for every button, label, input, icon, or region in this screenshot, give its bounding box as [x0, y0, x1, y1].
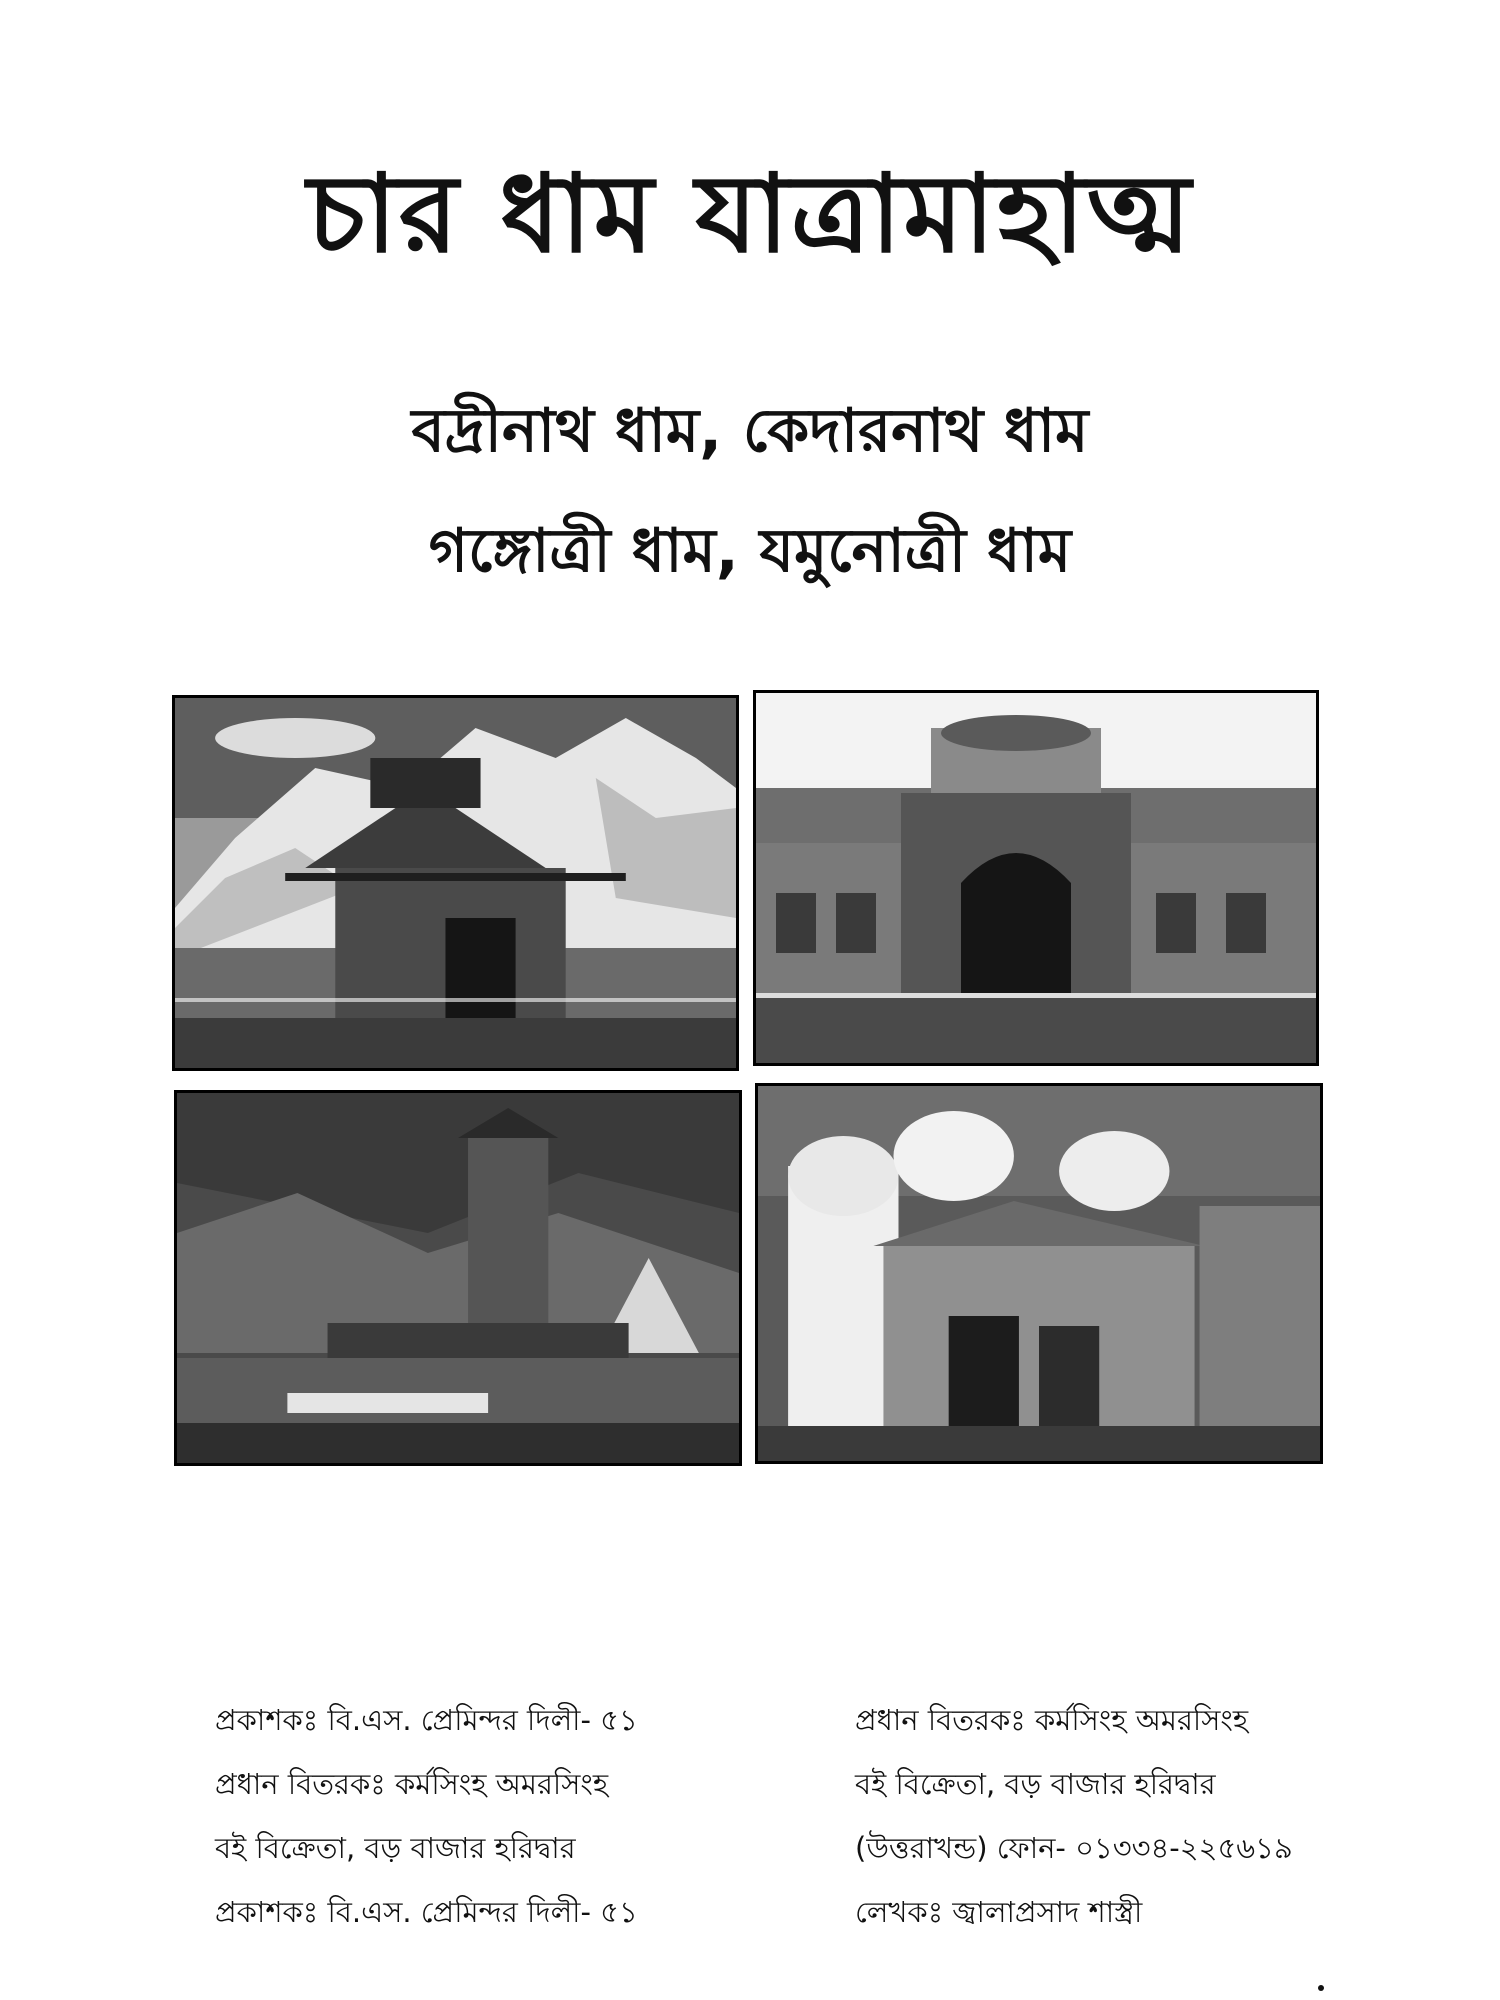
subtitle-line-1: বদ্রীনাথ ধাম, কেদারনাথ ধাম: [411, 396, 1089, 466]
print-speck: [1318, 1985, 1324, 1991]
imprint-line: (উত্তরাখন্ড) ফোন- ০১৩৩৪-২২৫৬১৯: [855, 1831, 1293, 1865]
imprint-left-column: [215, 1688, 638, 1944]
imprint-line: লেখকঃ জ্বালাপ্রসাদ শাস্ত্রী: [855, 1895, 1143, 1929]
page-title: চার ধাম যাত্রামাহাত্ম: [307, 152, 1193, 277]
imprint-line: প্রকাশকঃ বি.এস. প্রেমিন্দর দিলী- ৫১: [215, 1703, 638, 1737]
imprint-line: প্রধান বিতরকঃ কর্মসিংহ অমরসিংহ: [215, 1767, 609, 1801]
badrinath-temple-photo: [753, 690, 1319, 1066]
subtitle-line-2: গঙ্গোত্রী ধাম, যমুনোত্রী ধাম: [428, 516, 1072, 586]
imprint-line: বই বিক্রেতা, বড় বাজার হরিদ্বার: [215, 1831, 576, 1865]
imprint-line: প্রকাশকঃ বি.এস. প্রেমিন্দর দিলী- ৫১: [215, 1895, 638, 1929]
imprint-line: প্রধান বিতরকঃ কর্মসিংহ অমরসিংহ: [855, 1703, 1249, 1737]
yamunotri-temple-photo: [755, 1083, 1323, 1464]
kedarnath-temple-photo: [172, 695, 739, 1071]
gangotri-temple-photo: [174, 1090, 742, 1466]
imprint-right-column: [855, 1688, 1293, 1944]
imprint-line: বই বিক্রেতা, বড় বাজার হরিদ্বার: [855, 1767, 1216, 1801]
